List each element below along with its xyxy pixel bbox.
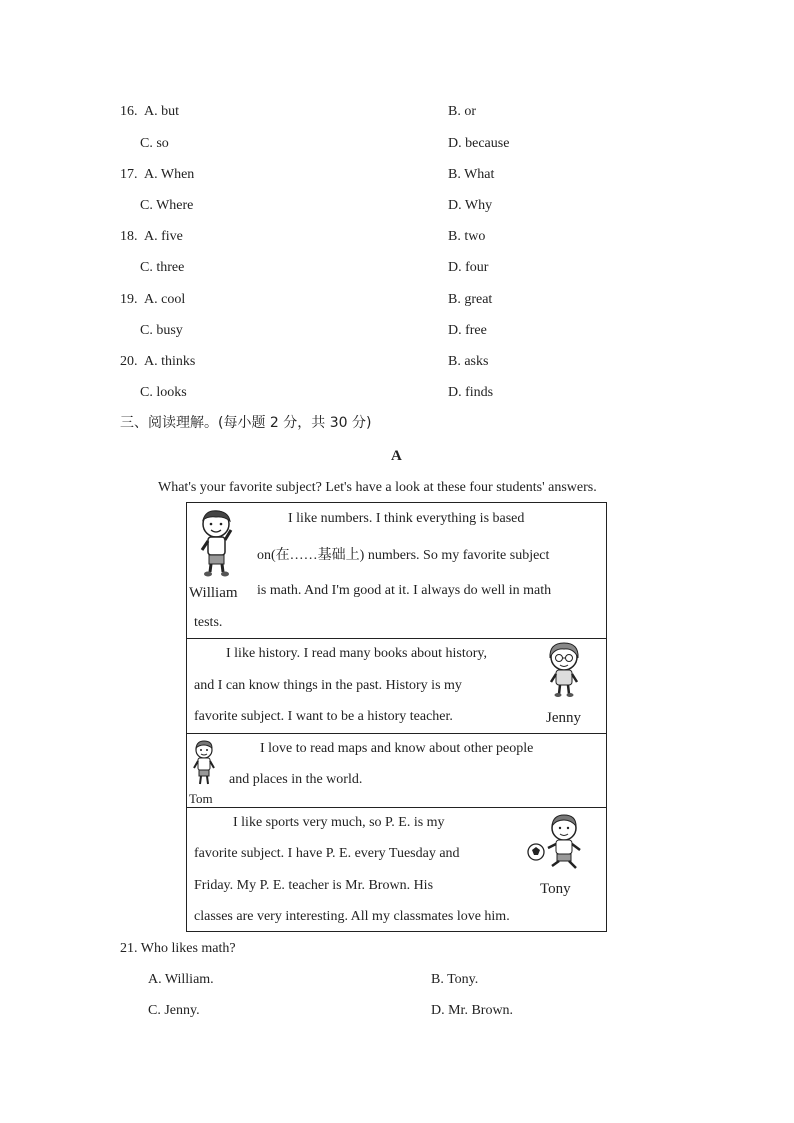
passage-line: and I can know things in the past. History is my [194, 678, 462, 693]
option-c: C. three [140, 260, 185, 275]
option-c: C. busy [140, 323, 183, 338]
question-number: 19. [120, 292, 138, 307]
option-d: D. Mr. Brown. [431, 1003, 514, 1018]
passage-line: is math. And I'm good at it. I always do well in math [257, 583, 552, 598]
option-a: A. thinks [144, 354, 196, 369]
question-number: 20. [120, 354, 138, 369]
girl-portrait-icon [546, 640, 582, 698]
option-b: B. two [448, 229, 486, 244]
passage-line: classes are very interesting. All my classmates love him. [194, 909, 510, 924]
question-stem: 21. Who likes math? [120, 941, 236, 956]
question-number: 17. [120, 167, 138, 182]
passage-line: on(在……基础上) numbers. So my favorite subject [257, 548, 550, 563]
option-a: A. five [144, 229, 183, 244]
passage-line: I like numbers. I think everything is based [288, 511, 525, 526]
passage-line: tests. [194, 615, 223, 630]
option-b: B. Tony. [431, 972, 479, 987]
option-a: A. but [144, 104, 179, 119]
question-number: 16. [120, 104, 138, 119]
option-d: D. free [448, 323, 487, 338]
passage-line: favorite subject. I want to be a history teacher. [194, 709, 453, 724]
option-b: B. or [448, 104, 476, 119]
passage-line: I love to read maps and know about other people [260, 741, 534, 756]
option-d: D. because [448, 136, 510, 151]
student-name-label: Jenny [546, 710, 581, 726]
option-a: A. cool [144, 292, 186, 307]
student-name-label: William [189, 585, 238, 601]
passage-line: and places in the world. [229, 772, 363, 787]
option-a: A. William. [148, 972, 214, 987]
passage-line: I like sports very much, so P. E. is my [233, 815, 445, 830]
option-a: A. When [144, 167, 195, 182]
option-b: B. great [448, 292, 493, 307]
student-name-label: Tony [540, 881, 571, 897]
option-b: B. asks [448, 354, 489, 369]
option-d: D. Why [448, 198, 493, 213]
boy-portrait-icon [196, 508, 238, 578]
section-title: 三、阅读理解。(每小题 2 分，共 30 分) [120, 415, 372, 431]
option-d: D. four [448, 260, 489, 275]
option-c: C. Jenny. [148, 1003, 200, 1018]
passage-letter: A [391, 448, 402, 464]
passage-line: favorite subject. I have P. E. every Tuesday and [194, 846, 460, 861]
option-c: C. so [140, 136, 169, 151]
passage-line: Friday. My P. E. teacher is Mr. Brown. His [194, 878, 434, 893]
passage-intro: What's your favorite subject? Let's have a look at these four students' answers. [158, 480, 597, 495]
option-b: B. What [448, 167, 495, 182]
option-c: C. Where [140, 198, 194, 213]
option-c: C. looks [140, 385, 187, 400]
student-name-label: Tom [189, 791, 213, 806]
question-number: 18. [120, 229, 138, 244]
boy-portrait-icon [192, 740, 216, 788]
option-d: D. finds [448, 385, 494, 400]
boy-soccer-portrait-icon [526, 812, 588, 872]
passage-line: I like history. I read many books about history, [226, 646, 488, 661]
